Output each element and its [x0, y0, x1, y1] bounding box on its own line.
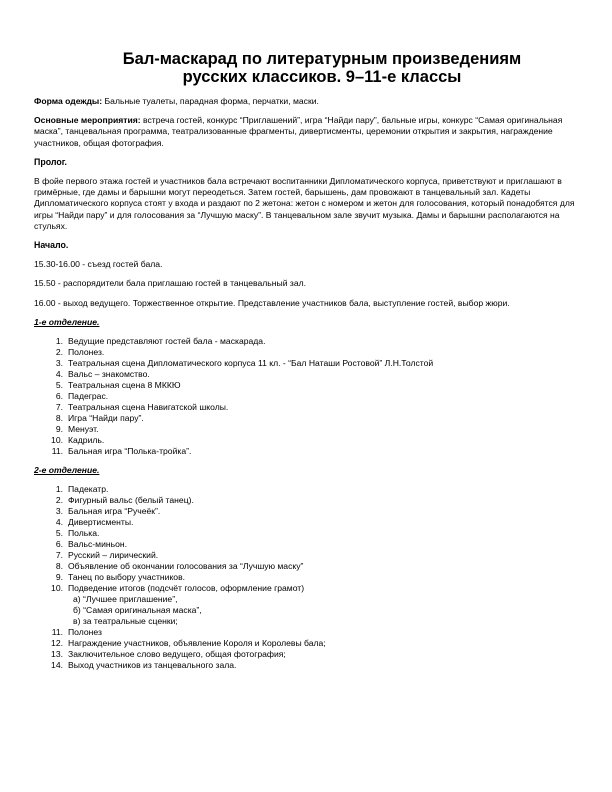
list-item-text: Подведение итогов (подсчёт голосов, оформление грамот): [68, 582, 305, 593]
list-item-text: Награждение участников, объявление Короля и Королевы бала;: [68, 637, 326, 648]
list-item-number: 3.: [55, 357, 63, 368]
list-item: [34, 572, 580, 583]
list-item: [34, 561, 580, 572]
list-item-number: 4.: [55, 516, 63, 527]
list-item-text: Театральная сцена Дипломатического корпуса 11 кл. - “Бал Наташи Ростовой” Л.Н.Толстой: [68, 357, 434, 368]
list-item: [34, 369, 580, 380]
list-item: [34, 528, 580, 539]
list-item-number: 5.: [55, 527, 63, 538]
list-item: [34, 660, 580, 671]
list-item-number: 3.: [55, 505, 63, 516]
list-item-text: Вальс-миньон.: [68, 538, 128, 549]
list-item-text: Ведущие представляют гостей бала - маскарада.: [68, 335, 266, 346]
part2-list-continued: [34, 627, 580, 671]
prologue-text: В фойе первого этажа гостей и участников бала встречают воспитанники Дипломатического корпуса, приветствуют и приглашают в гримёрные, где дамы и барышни могут переодеться. Затем гостей, барышень, дам провожают в танцевальный зал. Кадеты Дипломатического корпуса стоят у входа и раздают по 2 жетона: жетон с номером и жетон для голосования, который понадобятся для игры “Найди пару” и для голосования за “Лучшую маску”. В танцевальном зале звучит музыка. Дамы и барышни располагаются на стульях.: [34, 176, 575, 231]
list-item-number: 12.: [51, 637, 63, 648]
list-item-text: Менуэт.: [68, 423, 99, 434]
list-item-text: Русский – лирический.: [68, 549, 159, 560]
list-item-number: 8.: [55, 560, 63, 571]
list-item: [34, 380, 580, 391]
sub-list-item: б) “Самая оригинальная маска”,: [73, 604, 202, 615]
part1-list: [34, 336, 580, 457]
list-item: [34, 484, 580, 495]
list-item-text: Объявление об окончании голосования за “Лучшую маску”: [68, 560, 304, 571]
list-item-number: 8.: [55, 412, 63, 423]
part1-heading: 1-е отделение.: [34, 316, 100, 327]
list-item-text: Игра “Найди пару”.: [68, 412, 144, 423]
list-item: [34, 583, 580, 594]
title-line-2: русских классиков. 9–11-е классы: [182, 68, 462, 86]
list-item: [34, 435, 580, 446]
list-item: [34, 506, 580, 517]
part2-list: [34, 484, 580, 594]
list-item-number: 6.: [55, 538, 63, 549]
schedule-item: 15.30-16.00 - съезд гостей бала.: [34, 259, 163, 270]
dress-code-label: Форма одежды:: [34, 96, 103, 106]
sub-list-item: а) “Лучшее приглашение”,: [73, 593, 178, 604]
part2-heading: 2-е отделение.: [34, 464, 100, 475]
dress-code-paragraph: [34, 96, 580, 107]
list-item-number: 7.: [55, 549, 63, 560]
list-item: [34, 358, 580, 369]
list-item: [34, 517, 580, 528]
prologue-heading: Пролог.: [34, 156, 67, 167]
list-item-number: 6.: [55, 390, 63, 401]
list-item-text: Полька.: [68, 527, 100, 538]
schedule-item: 15.50 - распорядители бала приглашаю гостей в танцевальный зал.: [34, 278, 307, 289]
list-item-text: Фигурный вальс (белый танец).: [68, 494, 194, 505]
list-item-number: 9.: [55, 571, 63, 582]
list-item: [34, 347, 580, 358]
list-item-text: Бальная игра “Ручеёк”.: [68, 505, 161, 516]
sub-list-item: в) за театральные сценки;: [73, 615, 178, 626]
list-item: [34, 413, 580, 424]
part2-sublist: [34, 594, 580, 627]
list-item-text: Танец по выбору участников.: [68, 571, 186, 582]
list-item: [34, 446, 580, 457]
list-item-number: 7.: [55, 401, 63, 412]
list-item: [34, 627, 580, 638]
list-item-number: 5.: [55, 379, 63, 390]
list-item-text: Полонез.: [68, 346, 105, 357]
list-item-text: Падекатр.: [68, 483, 109, 494]
start-heading: Начало.: [34, 240, 69, 251]
list-item-number: 10.: [51, 434, 63, 445]
list-item-text: Заключительное слово ведущего, общая фотография;: [68, 648, 286, 659]
list-item-number: 2.: [55, 346, 63, 357]
events-text: встреча гостей, конкурс “Приглашений”, игра “Найди пару”, бальные игры, конкурс “Самая оригинальная маска”, танцевальная программа, театрализованные фрагменты, дивертисменты, церемонии открытия и закрытия, награждение участников, общая фотография.: [34, 115, 563, 148]
list-item-number: 11.: [51, 445, 63, 456]
document-title: [34, 50, 580, 86]
list-item-text: Театральная сцена Навигатской школы.: [68, 401, 229, 412]
list-item: [34, 391, 580, 402]
list-item-text: Падеграс.: [68, 390, 109, 401]
list-item-text: Дивертисменты.: [68, 516, 134, 527]
document-page: [34, 50, 580, 679]
list-item: [34, 495, 580, 506]
events-label: Основные мероприятия:: [34, 115, 141, 126]
schedule-item: 16.00 - выход ведущего. Торжественное открытие. Представление участников бала, выступление гостей, выбор жюри.: [34, 297, 510, 308]
list-item-text: Бальная игра “Полька-тройка”.: [68, 445, 192, 456]
dress-code-text: Бальные туалеты, парадная форма, перчатки, маски.: [102, 96, 319, 106]
events-paragraph: [34, 115, 580, 149]
list-item-text: Кадриль.: [68, 434, 105, 445]
list-item: [34, 424, 580, 435]
list-item: [34, 336, 580, 347]
list-item-number: 13.: [51, 648, 63, 659]
list-item-text: Театральная сцена 8 МККЮ: [68, 379, 181, 390]
list-item: [34, 550, 580, 561]
title-line-1: Бал-маскарад по литературным произведениям: [122, 50, 522, 68]
list-item-number: 4.: [55, 368, 63, 379]
list-item-text: Выход участников из танцевального зала.: [68, 659, 237, 670]
list-item: [34, 638, 580, 649]
list-item-number: 14.: [51, 659, 63, 670]
list-item: [34, 402, 580, 413]
list-item-number: 1.: [55, 335, 63, 346]
list-item-number: 10.: [51, 582, 63, 593]
list-item: [34, 539, 580, 550]
list-item-number: 1.: [55, 483, 63, 494]
list-item-number: 11.: [51, 626, 63, 637]
list-item-text: Полонез: [68, 626, 102, 637]
list-item-number: 2.: [55, 494, 63, 505]
list-item-text: Вальс – знакомство.: [68, 368, 150, 379]
list-item-number: 9.: [55, 423, 63, 434]
list-item: [34, 649, 580, 660]
